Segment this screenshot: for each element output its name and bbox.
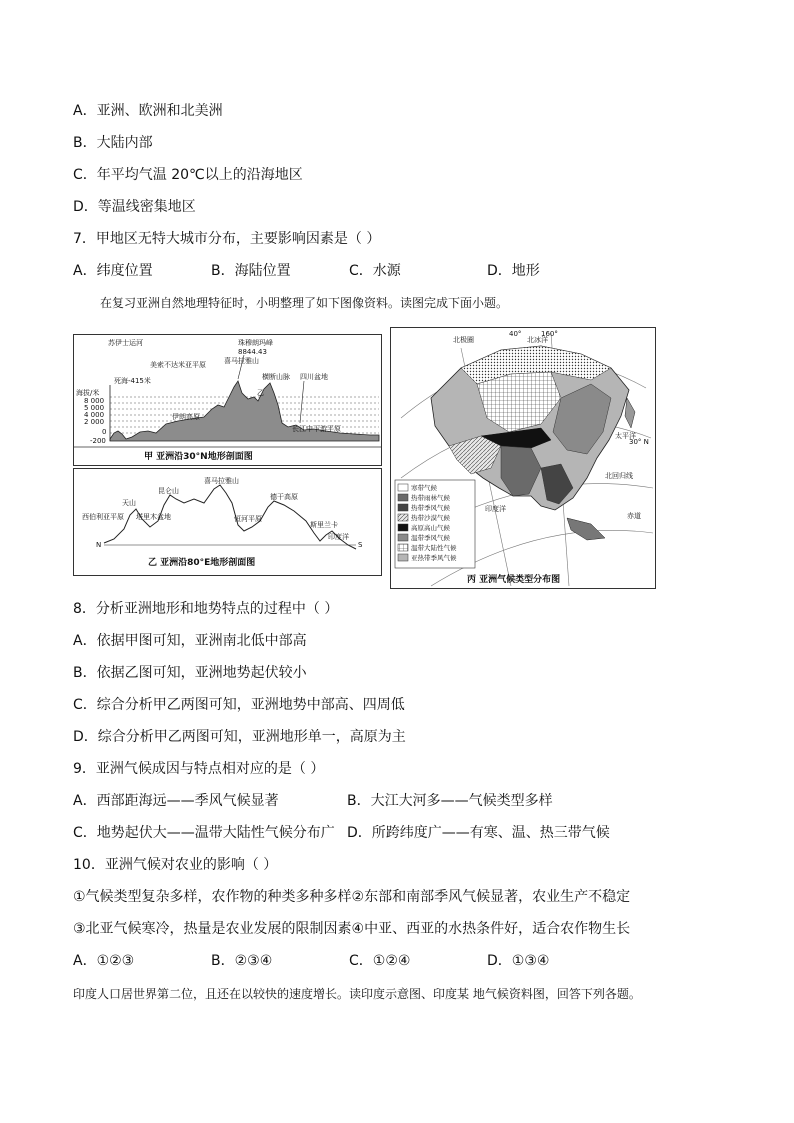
- bing-label-arctic: 北冰洋: [527, 336, 548, 344]
- yi-s-label: S: [358, 541, 363, 549]
- q7-options: [73, 261, 540, 281]
- q10-option-a: A．①②③: [73, 953, 135, 969]
- q10-option-b: B．②③④: [211, 953, 273, 969]
- yi-label-siberia: 西伯利亚平原: [82, 513, 124, 521]
- legend-item: 温带季风气候: [411, 534, 450, 542]
- bing-label-indian: 印度洋: [485, 505, 506, 513]
- q6-option-d: D．等温线密集地区: [73, 199, 196, 215]
- q7-stem: 7．甲地区无特大城市分布，主要影响因素是（ ）: [73, 231, 381, 247]
- q9-option-b: B．大江大河多——气候类型多样: [347, 793, 553, 809]
- q6-option-a: A．亚洲、欧洲和北美洲: [73, 103, 223, 119]
- figure-jia: [73, 334, 382, 466]
- bing-label-40: 40°: [509, 330, 522, 338]
- jia-label-hengduan: 横断山脉: [262, 373, 290, 381]
- q10-statement-1: ①气候类型复杂多样，农作物的种类多种多样②东部和南部季风气候显著，农业生产不稳定: [73, 889, 631, 905]
- jia-ytick: 4 000: [84, 411, 105, 419]
- figure-yi: [73, 468, 382, 576]
- yi-label-himalaya: 喜马拉雅山: [204, 477, 239, 485]
- bing-label-pacific: 太平洋: [615, 432, 636, 440]
- jia-ytick: 5 000: [84, 404, 105, 412]
- bing-label-tropic: 北回归线: [605, 472, 633, 480]
- q10-options: [73, 951, 549, 971]
- jia-ytick: 2 000: [84, 418, 105, 426]
- yi-profile-svg: [74, 469, 381, 575]
- yi-label-kunlun: 昆仑山: [158, 487, 179, 495]
- q9-options-row2: [73, 823, 610, 843]
- intro-asia: 在复习亚洲自然地理特征时，小明整理了如下图像资料。读图完成下面小题。: [100, 296, 509, 310]
- jia-label-iran: 伊朗高原: [172, 413, 200, 421]
- legend-item: 温带大陆性气候: [411, 544, 457, 552]
- jia-label-height: 8844.43: [238, 348, 267, 356]
- q9-option-c: C．地势起伏大——温带大陆性气候分布广: [73, 825, 335, 841]
- q8-option-b: B．依据乙图可知，亚洲地势起伏较小: [73, 665, 307, 681]
- jia-label-himalaya: 喜马拉雅山: [224, 357, 259, 365]
- q8-option-d: D．综合分析甲乙两图可知，亚洲地形单一，高原为主: [73, 729, 406, 745]
- q8-stem: 8．分析亚洲地形和地势特点的过程中（ ）: [73, 601, 339, 617]
- legend-item: 高原高山气候: [411, 524, 450, 532]
- yi-label-ganges: 恒河平原: [234, 515, 262, 523]
- jia-label-sichuan: 四川盆地: [300, 373, 328, 381]
- yi-label-deccan: 德干高原: [270, 493, 298, 501]
- q9-option-d: D．所跨纬度广——有寒、温、热三带气候: [347, 825, 610, 841]
- yi-label-srilanka: 斯里兰卡: [310, 521, 338, 529]
- q10-statement-2: ③北亚气候寒冷，热量是农业发展的限制因素④中亚、西亚的水热条件好，适合农作物生长: [73, 921, 631, 937]
- q10-option-c: C．①②④: [349, 953, 411, 969]
- q7-option-b: B．海陆位置: [211, 263, 291, 279]
- jia-label-yangtze: 长江中下游平原: [292, 425, 341, 433]
- bing-label-arcticcircle: 北极圈: [453, 336, 474, 344]
- q7-option-c: C．水源: [349, 263, 401, 279]
- q6-option-b: B．大陆内部: [73, 135, 153, 151]
- q9-option-a: A．西部距海远——季风气候显著: [73, 793, 279, 809]
- jia-label-deadsea: 死海-415米: [114, 377, 151, 385]
- yi-label-tianshan: 天山: [122, 499, 136, 507]
- jia-ytick: 8 000: [84, 397, 105, 405]
- q10-option-d: D．①③④: [487, 953, 550, 969]
- bing-label-160: 160°: [541, 330, 558, 338]
- bing-label-equator: 赤道: [627, 512, 641, 520]
- bing-caption: 丙 亚洲气候类型分布图: [467, 575, 561, 585]
- legend-item: 亚热带季风气候: [411, 554, 457, 562]
- jia-profile-svg: [74, 335, 381, 465]
- q8-option-c: C．综合分析甲乙两图可知，亚洲地势中部高、四周低: [73, 697, 405, 713]
- yi-n-label: N: [96, 541, 102, 549]
- jia-ytick: -200: [90, 437, 106, 445]
- intro-india: 印度人口居世界第二位，且还在以较快的速度增长。读印度示意图、印度某 地气候资料图，回答下列各题。: [73, 987, 641, 1001]
- yi-label-indianocean: 印度洋: [328, 533, 349, 541]
- q10-stem: 10．亚洲气候对农业的影响（ ）: [73, 857, 278, 873]
- jia-caption: 甲 亚洲沿30°N地形剖面图: [144, 452, 253, 462]
- q9-stem: 9．亚洲气候成因与特点相对应的是（ ）: [73, 761, 325, 777]
- legend-item: 热带季风气候: [411, 504, 450, 512]
- jia-label-suez: 苏伊士运河: [108, 339, 143, 347]
- legend-item: 寒带气候: [411, 484, 437, 492]
- bing-label-30n: 30° N: [629, 438, 649, 446]
- q7-option-d: D．地形: [487, 263, 540, 279]
- yi-label-tarim: 塔里木盆地: [136, 513, 171, 521]
- jia-ylabel: 海拔/米: [76, 389, 100, 397]
- legend-item: 热带沙漠气候: [411, 514, 450, 522]
- jia-label-yi: 乙: [257, 389, 264, 397]
- q8-option-a: A．依据甲图可知，亚洲南北低中部高: [73, 633, 307, 649]
- jia-ytick: 0: [102, 428, 107, 436]
- figure-bing: [390, 327, 656, 589]
- legend-item: 热带雨林气候: [411, 494, 450, 502]
- yi-caption: 乙 亚洲沿80°E地形剖面图: [148, 558, 256, 568]
- q6-option-c: C．年平均气温 20℃以上的沿海地区: [73, 167, 303, 183]
- bing-legend: [395, 480, 475, 568]
- bing-map-svg: [391, 328, 655, 588]
- jia-label-mesopotamia: 美索不达米亚平原: [150, 361, 206, 369]
- jia-label-everest: 珠穆朗玛峰: [238, 339, 273, 347]
- q7-option-a: A．纬度位置: [73, 263, 153, 279]
- q9-options-row1: [73, 791, 553, 811]
